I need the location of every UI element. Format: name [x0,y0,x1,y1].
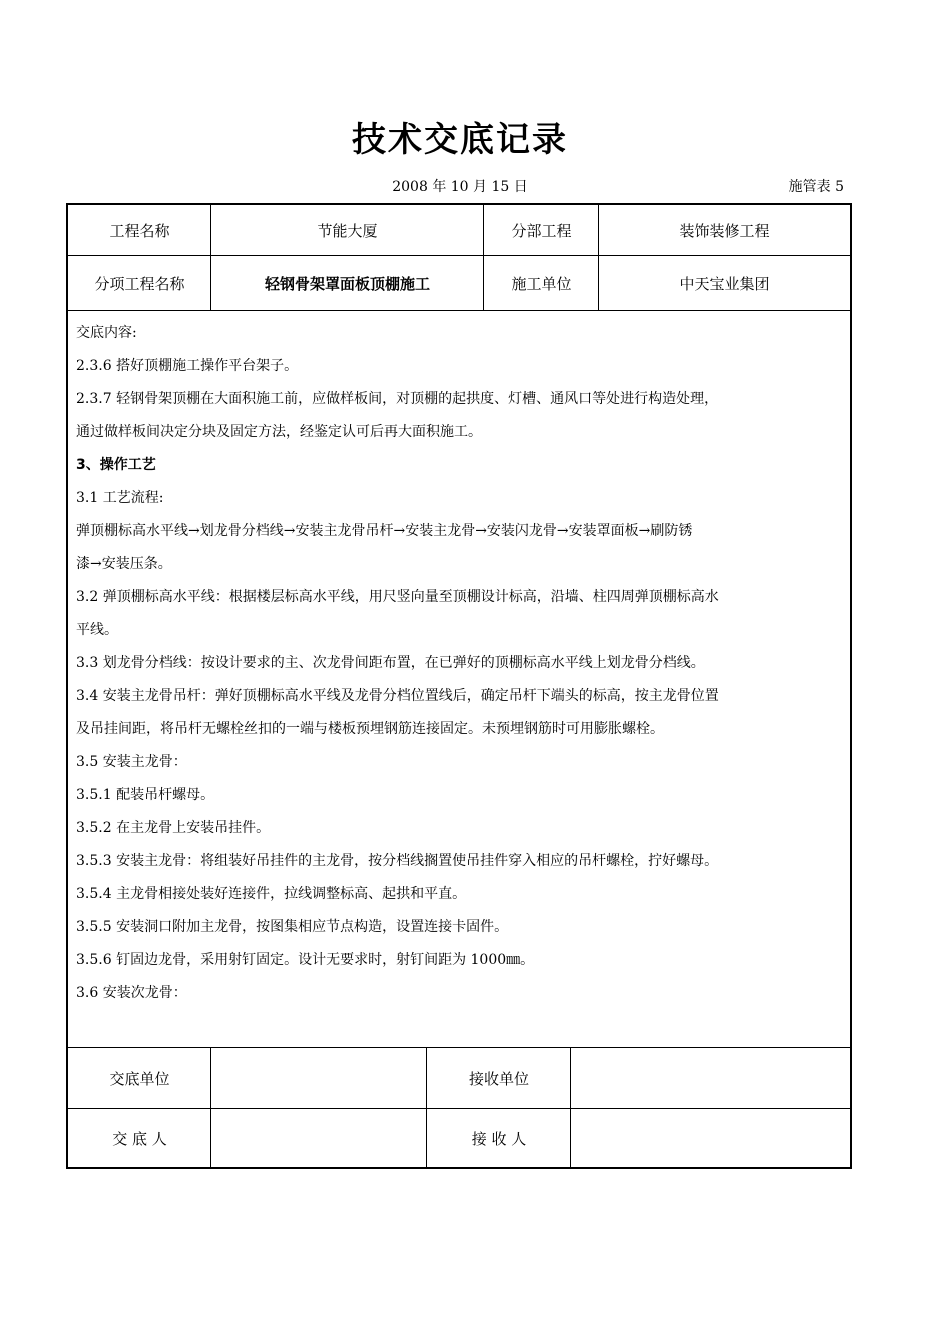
content-line: 3.5.5 安装洞口附加主龙骨，按图集相应节点构造，设置连接卡固件。 [76,919,509,935]
issuer-unit-label: 交底单位 [109,1069,170,1088]
content-line: 3.5.4 主龙骨相接处装好连接件，拉线调整标高、起拱和平直。 [76,886,467,902]
division-value: 装饰装修工程 [679,221,770,240]
divider [598,205,599,310]
receiver-unit-value[interactable] [571,1048,850,1108]
content-line: 平线。 [76,622,118,638]
info-row-subitem [68,256,850,310]
project-name-label: 工程名称 [109,221,170,240]
project-name-value: 节能大厦 [317,221,378,240]
receiver-label: 接 收 人 [471,1129,527,1148]
subitem-value: 轻钢骨架罩面板顶棚施工 [264,274,430,293]
issuer-label: 交 底 人 [112,1129,167,1148]
contractor-label: 施工单位 [511,274,572,293]
record-date: 2008 年 10 月 15 日 [392,179,528,195]
signoff-row-persons [68,1109,850,1167]
signoff-row-units [68,1048,850,1108]
record-table [66,203,852,1169]
content-line: 3.4 安装主龙骨吊杆：弹好顶棚标高水平线及龙骨分档位置线后，确定吊杆下端头的标高，按主龙骨位置 [76,688,719,704]
info-row-project [68,205,850,255]
content-line: 弹顶棚标高水平线→划龙骨分档线→安装主龙骨吊杆→安装主龙骨→安装闪龙骨→安装罩面板→刷防锈 [76,523,693,539]
divider [426,1047,427,1167]
content-line: 3.2 弹顶棚标高水平线：根据楼层标高水平线，用尺竖向量至顶棚设计标高，沿墙、柱四周弹顶棚标高水 [76,589,719,605]
content-line: 漆→安装压条。 [76,556,172,572]
subitem-label: 分项工程名称 [94,274,185,293]
content-line: 3.1 工艺流程: [76,490,164,506]
content-line: 3.5.2 在主龙骨上安装吊挂件。 [76,820,271,836]
contractor-value: 中天宝业集团 [679,274,770,293]
content-line: 交底内容: [76,325,137,341]
section-heading: 3、操作工艺 [76,457,156,473]
receiver-value[interactable] [571,1109,850,1167]
content-line: 3.3 划龙骨分档线：按设计要求的主、次龙骨间距布置，在已弹好的顶棚标高水平线上划龙骨分档线。 [76,655,705,671]
issuer-value[interactable] [211,1109,427,1167]
divider [210,1047,211,1167]
content-line: 3.5.1 配装吊杆螺母。 [76,787,215,803]
issuer-unit-value[interactable] [211,1048,427,1108]
divider [483,205,484,310]
divider [570,1047,571,1167]
division-label: 分部工程 [511,221,572,240]
form-number: 施管表 5 [788,179,844,195]
page-title: 技术交底记录 [352,120,568,160]
content-line: 2.3.6 搭好顶棚施工操作平台架子。 [76,358,299,374]
content-line: 3.5 安装主龙骨： [76,754,187,770]
content-line: 3.5.3 安装主龙骨：将组装好吊挂件的主龙骨，按分档线搁置使吊挂件穿入相应的吊杆螺栓，拧好螺母。 [76,853,719,869]
content-line: 及吊挂间距，将吊杆无螺栓丝扣的一端与楼板预埋钢筋连接固定。未预埋钢筋时可用膨胀螺栓。 [76,721,664,737]
briefing-content [68,311,850,1047]
content-line: 通过做样板间决定分块及固定方法，经鉴定认可后再大面积施工。 [76,424,482,440]
content-line: 3.6 安装次龙骨： [76,985,187,1001]
divider [210,205,211,310]
divider [68,255,850,256]
content-line: 3.5.6 钉固边龙骨，采用射钉固定。设计无要求时，射钉间距为 1000㎜。 [76,952,535,968]
content-line: 2.3.7 轻钢骨架顶棚在大面积施工前，应做样板间，对顶棚的起拱度、灯槽、通风口等处进行构造处理， [76,391,719,407]
receiver-unit-label: 接收单位 [468,1069,529,1088]
